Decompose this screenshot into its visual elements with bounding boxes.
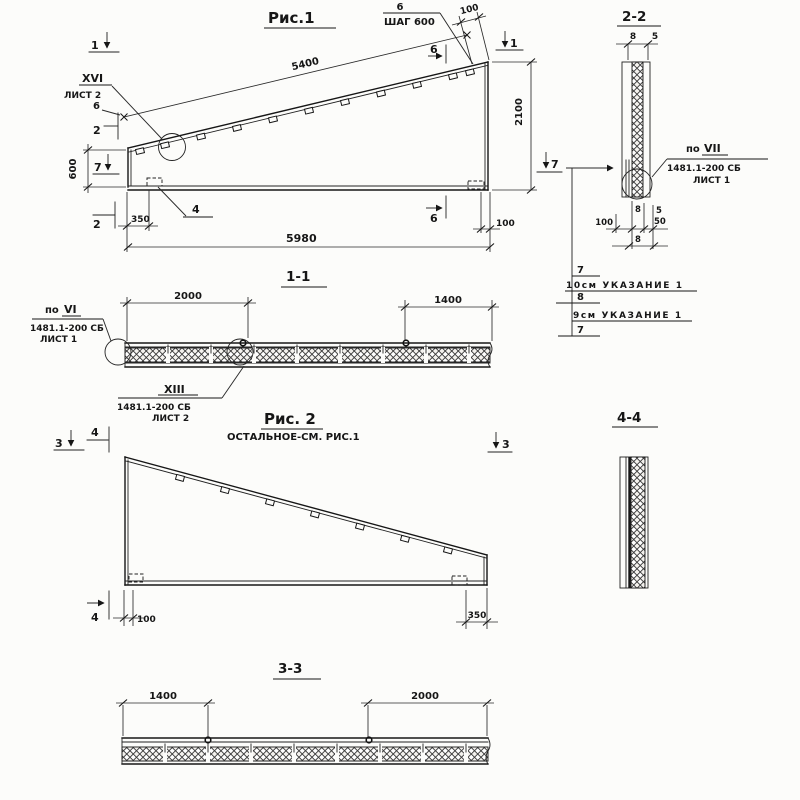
sec22-title: 2-2 xyxy=(622,9,647,25)
sec22-panel-section xyxy=(622,62,650,197)
dim-5980: 5980 xyxy=(286,232,317,245)
fig1-callout-4 xyxy=(158,187,213,217)
section-mark-7-left: 7 xyxy=(94,161,102,174)
callout-po: по xyxy=(45,305,59,316)
section-mark-2-top: 2 xyxy=(93,124,101,137)
dim-2000: 2000 xyxy=(174,291,202,302)
callout-doc: 1481.1-200 СБ xyxy=(30,324,104,334)
anchor-step: ШАГ 600 xyxy=(384,17,435,28)
dim-8-row2: 8 xyxy=(635,235,641,245)
detail-number: XVI xyxy=(82,72,104,85)
fig1-callout-xvi xyxy=(64,72,162,139)
sec11-callout-vi xyxy=(30,303,111,345)
section-mark-7-right: 7 xyxy=(551,158,559,171)
section-mark-4-top: 4 xyxy=(91,426,99,439)
fig2-embedded-plate-right xyxy=(452,576,467,585)
sec33-slab xyxy=(122,737,490,764)
callout-sheet: ЛИСТ 1 xyxy=(40,335,78,345)
dim-350: 350 xyxy=(467,611,487,621)
sec22-dims-top xyxy=(616,32,658,60)
dim-5-small: 5 xyxy=(656,206,662,216)
detail-sheet: ЛИСТ 2 xyxy=(152,414,190,424)
layer-9cm: 9см УКАЗАНИЕ 1 xyxy=(573,311,683,321)
dim-2000: 2000 xyxy=(411,691,439,702)
section-2-2 xyxy=(556,9,768,336)
fig1-dims-bottom xyxy=(118,190,515,252)
pos-6-label: 6 xyxy=(93,101,100,112)
fig2-anchor-ticks xyxy=(175,474,452,553)
layer-8: 8 xyxy=(577,292,584,303)
fig1-anchor-ticks xyxy=(136,69,475,155)
section-mark-4-bottom: 4 xyxy=(91,611,99,624)
fig1-embedded-plate-right xyxy=(468,181,484,189)
dim-100: 100 xyxy=(137,615,156,625)
fig1-panel-outline xyxy=(128,62,488,190)
dim-100: 100 xyxy=(595,218,613,228)
sec22-dims-bottom xyxy=(595,201,668,250)
fig1-embedded-plate-left xyxy=(147,178,162,186)
sec11-dim-2000 xyxy=(120,291,256,341)
callout-number: VII xyxy=(704,142,721,155)
sec44-title: 4-4 xyxy=(617,410,642,426)
dim-1400: 1400 xyxy=(434,295,462,306)
figure-1 xyxy=(64,2,562,252)
fig1-dim-5400 xyxy=(124,32,471,118)
section-4-4 xyxy=(612,410,658,588)
callout-po: по xyxy=(686,144,700,155)
dim-1400: 1400 xyxy=(149,691,177,702)
section-mark-1-right: 1 xyxy=(510,37,518,50)
dim-8-row1: 8 xyxy=(635,205,641,215)
fig2-dims xyxy=(113,588,498,629)
dim-100-right: 100 xyxy=(496,219,515,229)
dim-2100: 2100 xyxy=(514,98,525,126)
sec11-title: 1-1 xyxy=(286,269,311,285)
section-1-1 xyxy=(30,269,499,424)
dim-350: 350 xyxy=(131,215,150,225)
section-mark-1-left: 1 xyxy=(91,39,99,52)
anchor-count: 6 xyxy=(396,2,404,13)
fig2-subtitle: ОСТАЛЬНОЕ-СМ. РИС.1 xyxy=(227,432,360,443)
section-3-3 xyxy=(116,661,494,764)
dim-100-top: 100 xyxy=(459,2,480,18)
fig2-title: Рис. 2 xyxy=(264,410,316,428)
sec33-dim-1400 xyxy=(116,691,215,738)
dim-600: 600 xyxy=(68,158,79,180)
plate-label: 4 xyxy=(192,203,200,216)
layer-10cm: 10см УКАЗАНИЕ 1 xyxy=(566,281,684,291)
fig1-dim-100-top xyxy=(452,3,489,64)
section-mark-6-bottom: 6 xyxy=(430,212,438,225)
sec11-callout-xiii xyxy=(117,366,244,424)
dim-50: 50 xyxy=(654,217,666,227)
section-mark-2-bottom: 2 xyxy=(93,218,101,231)
sec11-dim-1400 xyxy=(398,295,499,341)
dim-8-top: 8 xyxy=(629,32,637,42)
callout-sheet: ЛИСТ 1 xyxy=(693,176,731,186)
layer-7a: 7 xyxy=(577,265,584,276)
fig1-section-marks xyxy=(89,31,562,231)
detail-number: XIII xyxy=(164,383,185,396)
fig1-title: Рис.1 xyxy=(268,9,315,27)
detail-sheet: ЛИСТ 2 xyxy=(64,91,102,101)
sec22-callout-vii xyxy=(652,142,768,186)
sec22-layer-stack xyxy=(556,168,697,336)
sec11-slab xyxy=(125,340,492,367)
callout-number: VI xyxy=(64,303,77,316)
figure-2 xyxy=(54,410,512,629)
callout-doc: 1481.1-200 СБ xyxy=(667,164,741,174)
fig1-dim-2100 xyxy=(492,59,537,194)
sec33-title: 3-3 xyxy=(278,661,303,677)
dim-5400: 5400 xyxy=(290,55,321,74)
section-mark-6-top: 6 xyxy=(430,43,438,56)
layer-7b: 7 xyxy=(577,325,584,336)
sec44-panel-section xyxy=(620,457,648,588)
sec33-dim-2000 xyxy=(361,691,494,738)
fig2-section-marks xyxy=(54,426,512,624)
dim-5-top: 5 xyxy=(651,32,659,42)
detail-doc: 1481.1-200 СБ xyxy=(117,403,191,413)
section-mark-3-right: 3 xyxy=(502,438,510,451)
section-mark-3-left: 3 xyxy=(55,437,63,450)
